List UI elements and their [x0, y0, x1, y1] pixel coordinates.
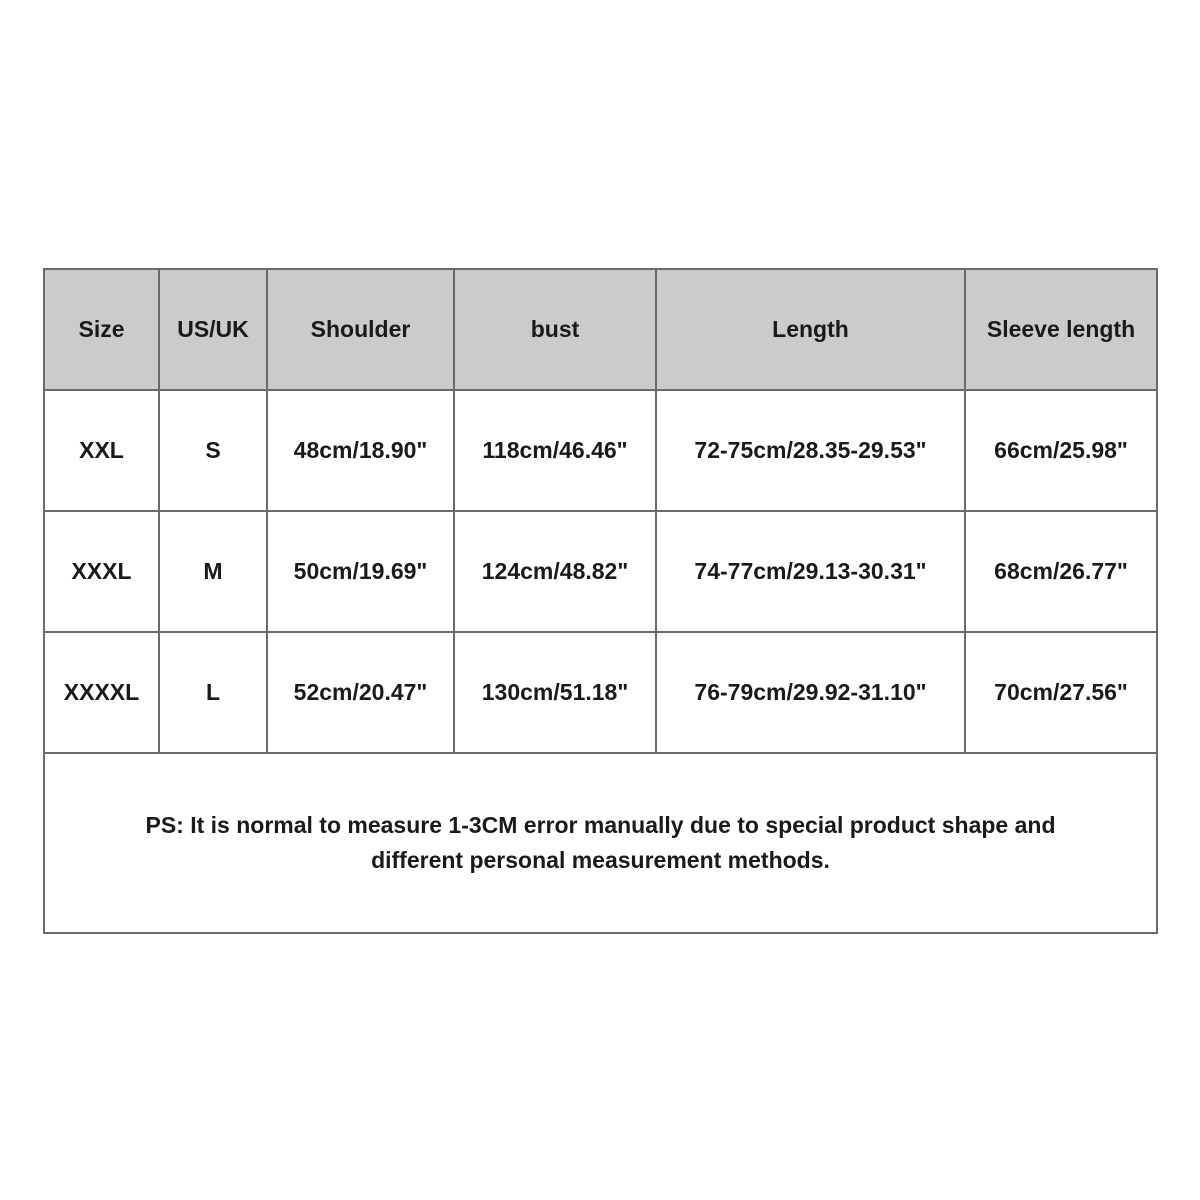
cell-shoulder: 48cm/18.90" — [267, 390, 454, 511]
cell-us-uk: M — [159, 511, 267, 632]
cell-bust: 130cm/51.18" — [454, 632, 656, 753]
cell-size: XXL — [44, 390, 159, 511]
header-shoulder: Shoulder — [267, 269, 454, 390]
note-line-2: different personal measurement methods. — [371, 847, 830, 873]
header-us-uk: US/UK — [159, 269, 267, 390]
cell-shoulder: 50cm/19.69" — [267, 511, 454, 632]
size-chart-table — [43, 268, 1158, 934]
cell-length: 76-79cm/29.92-31.10" — [656, 632, 965, 753]
cell-bust: 124cm/48.82" — [454, 511, 656, 632]
cell-length: 72-75cm/28.35-29.53" — [656, 390, 965, 511]
cell-us-uk: L — [159, 632, 267, 753]
table-row — [44, 390, 1157, 511]
cell-shoulder: 52cm/20.47" — [267, 632, 454, 753]
header-row — [44, 269, 1157, 390]
cell-sleeve-length: 70cm/27.56" — [965, 632, 1157, 753]
header-bust: bust — [454, 269, 656, 390]
header-sleeve-length: Sleeve length — [965, 269, 1157, 390]
table-row — [44, 632, 1157, 753]
measurement-note — [44, 753, 1157, 933]
note-line-1: PS: It is normal to measure 1-3CM error manually due to special product shape and — [145, 812, 1056, 838]
header-size: Size — [44, 269, 159, 390]
cell-bust: 118cm/46.46" — [454, 390, 656, 511]
cell-sleeve-length: 68cm/26.77" — [965, 511, 1157, 632]
cell-length: 74-77cm/29.13-30.31" — [656, 511, 965, 632]
cell-sleeve-length: 66cm/25.98" — [965, 390, 1157, 511]
cell-us-uk: S — [159, 390, 267, 511]
cell-size: XXXL — [44, 511, 159, 632]
header-length: Length — [656, 269, 965, 390]
cell-size: XXXXL — [44, 632, 159, 753]
table-row — [44, 511, 1157, 632]
note-row — [44, 753, 1157, 933]
